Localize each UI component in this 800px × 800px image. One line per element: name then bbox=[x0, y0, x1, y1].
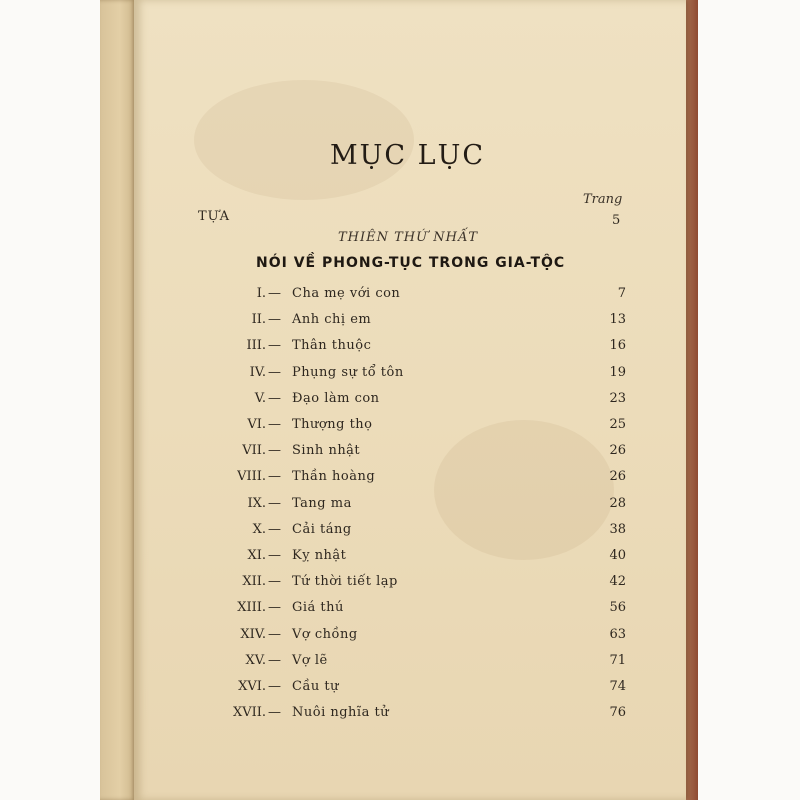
toc-entry-page: 26 bbox=[609, 443, 626, 458]
toc-entry-page: 74 bbox=[609, 679, 626, 694]
toc-entry-dash: — bbox=[268, 391, 281, 406]
toc-entry-number: VII. bbox=[242, 443, 266, 458]
toc-entry bbox=[0, 600, 800, 620]
toc-entry bbox=[0, 496, 800, 516]
toc-entry bbox=[0, 417, 800, 437]
toc-entry-title: Thượng thọ bbox=[292, 417, 373, 432]
toc-entry-number: V. bbox=[254, 391, 266, 406]
toc-entry-number: XVII. bbox=[232, 705, 266, 720]
toc-entry-page: 19 bbox=[609, 365, 626, 380]
toc-entry-dash: — bbox=[268, 469, 281, 484]
toc-entry-page: 26 bbox=[609, 469, 626, 484]
toc-entry-page: 76 bbox=[609, 705, 626, 720]
toc-entry-dash: — bbox=[268, 600, 281, 615]
toc-entry-dash: — bbox=[268, 443, 281, 458]
toc-entry-dash: — bbox=[268, 312, 281, 327]
toc-entry-title: Thân thuộc bbox=[292, 338, 372, 353]
toc-entry-number: XIII. bbox=[237, 600, 266, 615]
toc-entry-page: 71 bbox=[609, 653, 626, 668]
toc-entry-page: 28 bbox=[609, 496, 626, 511]
toc-entry-dash: — bbox=[268, 548, 281, 563]
toc-entry-page: 63 bbox=[609, 627, 626, 642]
toc-entry-page: 38 bbox=[609, 522, 626, 537]
toc-entry-page: 7 bbox=[617, 286, 626, 301]
toc-entry-title: Tứ thời tiết lạp bbox=[292, 574, 398, 589]
page-title: MỤC LỤC bbox=[330, 140, 485, 171]
toc-entry bbox=[0, 627, 800, 647]
toc-entry-dash: — bbox=[268, 496, 281, 511]
toc-entry-dash: — bbox=[268, 574, 281, 589]
toc-entry-title: Sinh nhật bbox=[292, 443, 361, 458]
toc-entry bbox=[0, 653, 800, 673]
toc-entry-number: IX. bbox=[247, 496, 266, 511]
toc-entry bbox=[0, 312, 800, 332]
toc-entry bbox=[0, 286, 800, 306]
toc-entry-number: XV. bbox=[245, 653, 266, 668]
toc-entry-dash: — bbox=[268, 522, 281, 537]
toc-entry-dash: — bbox=[268, 338, 281, 353]
toc-entry-dash: — bbox=[268, 679, 281, 694]
toc-entry bbox=[0, 365, 800, 385]
toc-entry-dash: — bbox=[268, 705, 281, 720]
toc-entry-dash: — bbox=[268, 365, 281, 380]
toc-entry-number: I. bbox=[256, 286, 266, 301]
toc-entry bbox=[0, 679, 800, 699]
toc-entry-number: II. bbox=[251, 312, 266, 327]
toc-entry bbox=[0, 443, 800, 463]
toc-entry bbox=[0, 705, 800, 725]
toc-entry-title: Giá thú bbox=[292, 600, 344, 615]
toc-entry-number: VIII. bbox=[237, 469, 266, 484]
toc-entry-dash: — bbox=[268, 417, 281, 432]
toc-entry-number: XVI. bbox=[238, 679, 266, 694]
toc-entry-dash: — bbox=[268, 286, 281, 301]
toc-entry-number: IV. bbox=[249, 365, 266, 380]
toc-entry-title: Anh chị em bbox=[292, 312, 372, 327]
toc-entry-dash: — bbox=[268, 653, 281, 668]
toc-entry-title: Cầu tự bbox=[292, 679, 340, 694]
toc-entry-title: Thần hoàng bbox=[292, 469, 376, 484]
toc-entry bbox=[0, 338, 800, 358]
toc-entry-dash: — bbox=[268, 627, 281, 642]
toc-entry bbox=[0, 574, 800, 594]
toc-entry-title: Nuôi nghĩa tử bbox=[292, 705, 390, 720]
toc-entry-page: 56 bbox=[609, 600, 626, 615]
part-title: THIÊN THỨ NHẤT bbox=[338, 230, 479, 245]
toc-entry bbox=[0, 469, 800, 489]
preface-label: TỰA bbox=[198, 209, 231, 224]
toc-entry-page: 13 bbox=[609, 312, 626, 327]
toc-entry-title: Phụng sự tổ tôn bbox=[292, 365, 404, 380]
toc-entry-title: Vợ lẽ bbox=[292, 653, 328, 668]
toc-entry bbox=[0, 391, 800, 411]
toc-entry-page: 42 bbox=[609, 574, 626, 589]
toc-entry-number: VI. bbox=[247, 417, 266, 432]
toc-entry-number: III. bbox=[246, 338, 266, 353]
toc-entry-number: XII. bbox=[242, 574, 266, 589]
toc-entry-page: 40 bbox=[609, 548, 626, 563]
toc-entry-title: Vợ chồng bbox=[292, 627, 358, 642]
preface-page: 5 bbox=[612, 213, 621, 228]
toc-entry-title: Tang ma bbox=[292, 496, 352, 511]
toc-entry-page: 25 bbox=[609, 417, 626, 432]
toc-entry-page: 23 bbox=[609, 391, 626, 406]
toc-entry-title: Kỵ nhật bbox=[292, 548, 347, 563]
toc-entry-title: Đạo làm con bbox=[292, 391, 380, 406]
page-column-header: Trang bbox=[583, 192, 623, 207]
part-heading: NÓI VỀ PHONG-TỤC TRONG GIA-TỘC bbox=[256, 255, 566, 271]
toc-entry bbox=[0, 522, 800, 542]
toc-entry-title: Cha mẹ với con bbox=[292, 286, 401, 301]
toc-entry-title: Cải táng bbox=[292, 522, 352, 537]
toc-entry-number: XIV. bbox=[240, 627, 266, 642]
toc-entry-number: XI. bbox=[247, 548, 266, 563]
toc-entry-number: X. bbox=[252, 522, 266, 537]
toc-entry bbox=[0, 548, 800, 568]
toc-entry-page: 16 bbox=[609, 338, 626, 353]
